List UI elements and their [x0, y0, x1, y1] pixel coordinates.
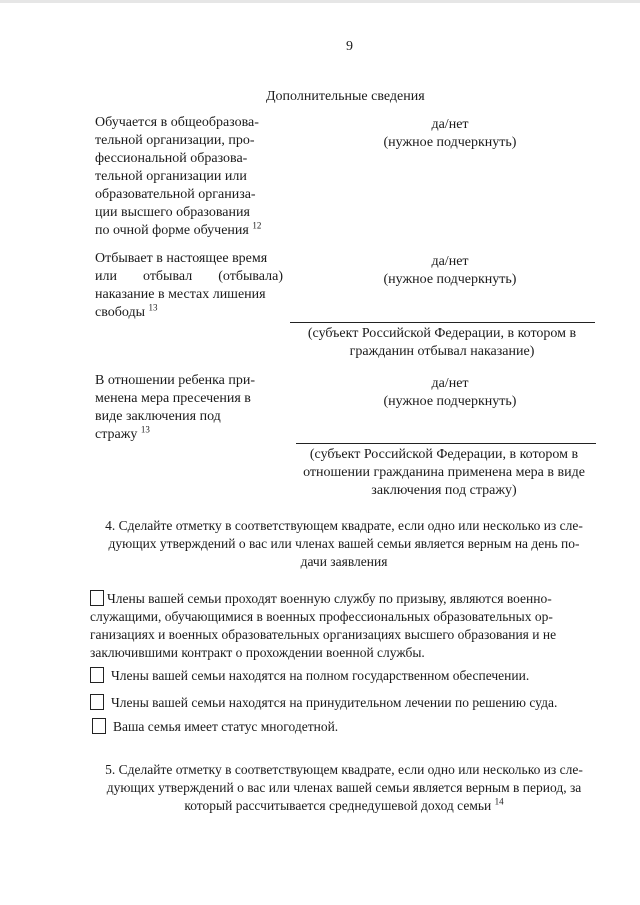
section-4-heading: 4. Сделайте отметку в соответствующем квадрате, если одно или несколько из сле- дующих утверждений о вас или членах вашей семьи является верным на день по- дачи заявления — [105, 518, 583, 569]
footnote-ref: 13 — [148, 302, 158, 313]
footnote-ref: 13 — [140, 424, 150, 435]
item-3-caption: (субъект Российской Федерации, в котором в отношении гражданина применена мера в виде заключения под стражу) — [303, 447, 585, 498]
item-3-answer — [340, 375, 560, 411]
option-military-service-cont: служащими, обучающимися в военных профессиональных образовательных ор- ганизациях и военных образовательных организациях высшего образования и не заключившими контракт о прохождении военной службы. — [90, 609, 557, 660]
option-military-service: Члены вашей семьи проходят военную службу по призыву, являются военно- — [107, 591, 552, 606]
item-2-answer — [340, 253, 560, 289]
section-5-heading: 5. Сделайте отметку в соответствующем квадрате, если одно или несколько из сле- дующих утверждений о вас или членах вашей семьи является верным в период, за который рассчитывается среднедушевой доход семьи $^{14}$ — [105, 762, 583, 813]
item-2-caption: (субъект Российской Федерации, в котором в гражданин отбывал наказание) — [307, 326, 577, 359]
yes-no-choice[interactable]: да/нет — [431, 376, 469, 391]
item-1-label: Обучается в общеобразова- тельной организации, про- фессиональной образова- тельной организации или образовательной организа- ции высшего образования по очной форме обучения $^{12}$ — [95, 115, 262, 238]
yes-no-choice[interactable]: да/нет — [431, 254, 469, 269]
item-3-label: В отношении ребенка при- менена мера пресечения в виде заключения под стражу $^{13}$ — [95, 373, 256, 442]
yes-no-choice[interactable]: да/нет — [431, 117, 469, 132]
page-number: 9 — [346, 39, 353, 54]
subject-input-line[interactable] — [290, 322, 595, 323]
item-1-answer — [340, 116, 560, 152]
footnote-ref: 12 — [252, 220, 262, 231]
checkbox-large-family[interactable] — [92, 718, 106, 734]
underline-hint: (нужное подчеркнуть) — [383, 135, 517, 150]
option-state-support: Члены вашей семьи находятся на полном государственном обеспечении. — [111, 668, 530, 683]
section-title: Дополнительные сведения — [266, 89, 425, 104]
underline-hint: (нужное подчеркнуть) — [383, 272, 517, 287]
subject-input-line[interactable] — [296, 443, 596, 444]
option-compulsory-treatment: Члены вашей семьи находятся на принудительном лечении по решению суда. — [111, 695, 558, 710]
scan-top-edge — [0, 0, 640, 3]
checkbox-state-support[interactable] — [90, 667, 104, 683]
item-2-label: Отбывает в настоящее время или отбывал (отбывала) наказание в местах лишения свободы $^{13}$ — [95, 251, 283, 320]
checkbox-military-service[interactable] — [90, 590, 104, 606]
footnote-ref: 14 — [494, 796, 504, 807]
option-large-family: Ваша семья имеет статус многодетной. — [113, 719, 339, 734]
checkbox-compulsory-treatment[interactable] — [90, 694, 104, 710]
underline-hint: (нужное подчеркнуть) — [383, 394, 517, 409]
